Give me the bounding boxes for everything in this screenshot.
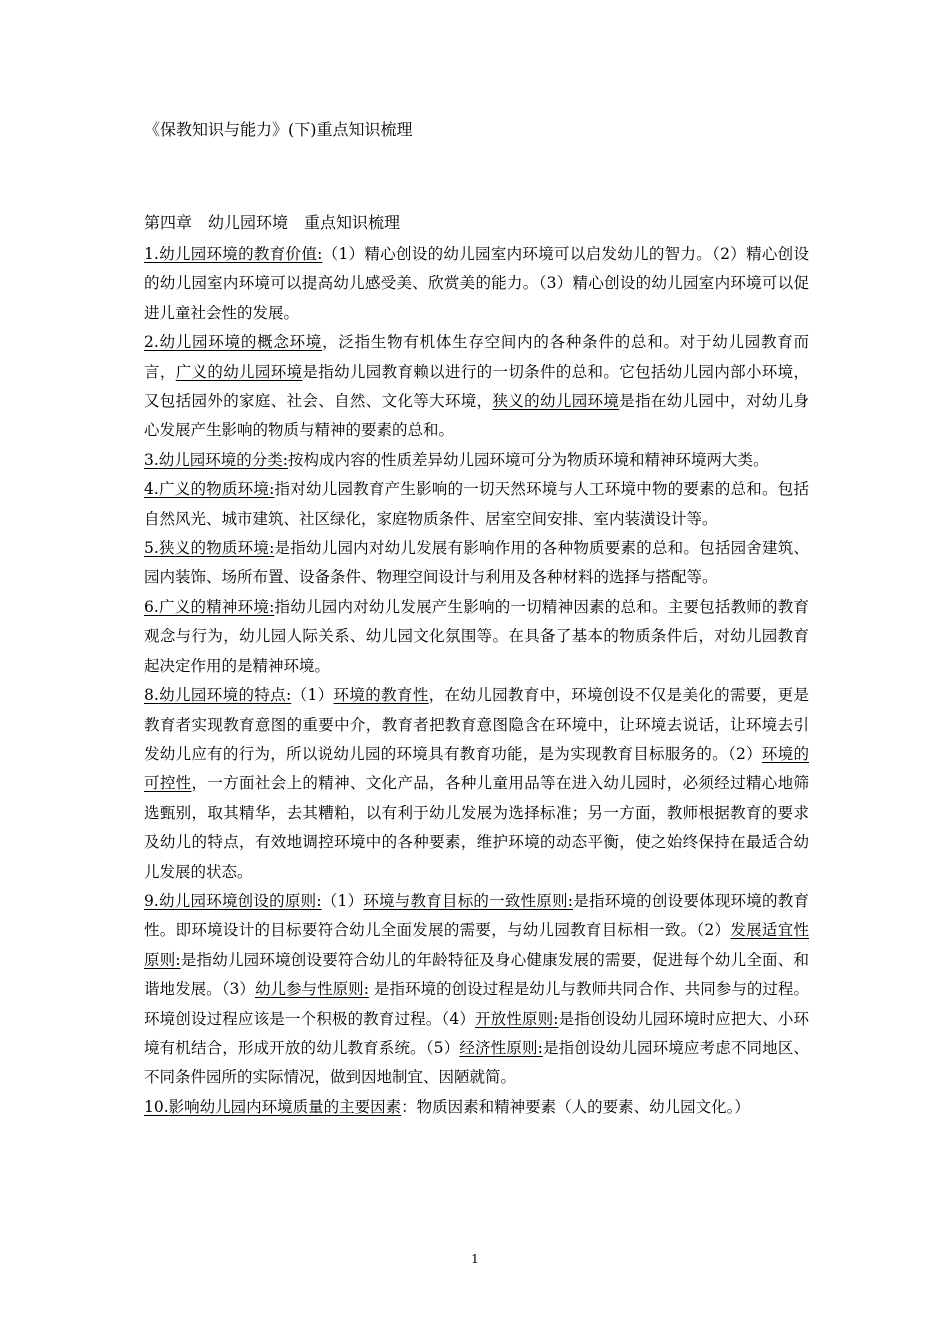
section-9-term: 9.幼儿园环境创设的原则:: [144, 891, 322, 910]
controllable-feature-term: 环境的可控性: [144, 744, 809, 793]
broad-environment-term: 广义的幼儿园环境: [175, 362, 303, 381]
document-title: 《保教知识与能力》(下)重点知识梳理: [144, 120, 413, 139]
section-3-term: 3.幼儿园环境的分类:: [144, 450, 289, 469]
section-6-term: 6.广义的精神环境:: [144, 597, 275, 616]
section-6: [144, 593, 809, 681]
section-3-text: 按构成内容的性质差异幼儿园环境可分为物质环境和精神环境两大类。: [288, 450, 769, 469]
section-3: [144, 446, 809, 475]
section-8: 8.幼儿园环境的特点:（1）环境的教育性，在幼儿园教育中，环境创设不仅是美化的需要，更是教育者实现教育意图的重要中介，教育者把教育意图隐含在环境中，让环境去说话，让环境去引发幼儿应有的行为，所以说幼儿园的环境具有教育功能，是为实现教育目标服务的。（2）环境的可控性，一方面社会上的精神、文化产品，各种儿童用品等在进入幼儿园时，必须经过精心地筛选甄别，取其精华，去其糟粕，以有利于幼儿发展为选择标准；另一方面，教师根据教育的要求及幼儿的特点，有效地调控环境中的各种要素，维护环境的动态平衡，使之始终保持在最适合幼儿发展的状态。: [144, 686, 809, 881]
section-1-term: 1.幼儿园环境的教育价值:: [144, 245, 323, 263]
principle-economy: 经济性原则:: [459, 1038, 543, 1057]
section-5: [144, 534, 809, 593]
principle-consistency: 环境与教育目标的一致性原则:: [363, 891, 574, 910]
principle-openness: 开放性原则:: [475, 1009, 559, 1028]
section-4: [144, 475, 809, 534]
section-10: [144, 1093, 809, 1122]
principle-participation: 幼儿参与性原则:: [254, 980, 369, 999]
document-body: [144, 240, 809, 1122]
narrow-environment-term: 狭义的幼儿园环境: [492, 392, 620, 411]
section-1-text: （1）精心创设的幼儿园室内环境可以启发幼儿的智力。（2）精心创设的幼儿园室内环境可以提高幼儿感受美、欣赏美的能力。（3）精心创设的幼儿园室内环境可以促进儿童社会性的发展。: [144, 245, 809, 322]
section-1: [144, 240, 809, 328]
principle-appropriateness: 发展适宜性原则:: [144, 921, 809, 969]
section-10-term: 10.影响幼儿园内环境质量的主要因素: [144, 1097, 402, 1116]
section-2: 2.幼儿园环境的概念环境，泛指生物有机体生存空间内的各种条件的总和。对于幼儿园教育而言，广义的幼儿园环境是指幼儿园教育赖以进行的一切条件的总和。它包括幼儿园内部小环境，又包括园外的家庭、社会、自然、文化等大环境，狭义的幼儿园环境是指在幼儿园中，对幼儿身心发展产生影响的物质与精神的要素的总和。: [144, 333, 809, 440]
chapter-heading: 第四章 幼儿园环境 重点知识梳理: [144, 213, 401, 232]
educational-feature-term: 环境的教育性: [333, 686, 429, 705]
section-8-term: 8.幼儿园环境的特点:: [144, 686, 292, 705]
section-10-text: ：物质因素和精神要素（人的要素、幼儿园文化。）: [401, 1097, 750, 1116]
section-4-text: 指对幼儿园教育产生影响的一切天然环境与人工环境中物的要素的总和。包括自然风光、城市建筑、社区绿化，家庭物质条件、居室空间安排、室内装潢设计等。: [144, 480, 809, 528]
section-9: 9.幼儿园环境创设的原则:（1）环境与教育目标的一致性原则:是指环境的创设要体现环境的教育性。即环境设计的目标要符合幼儿全面发展的需要，与幼儿园教育目标相一致。（2）发展适宜性原则:是指幼儿园环境创设要符合幼儿的年龄特征及身心健康发展的需要，促进每个幼儿全面、和谐地发展。（3）幼儿参与性原则: 是指环境的创设过程是幼儿与教师共同合作、共同参与的过程。环境创设过程应该是一个积极的教育过程。（4）开放性原则:是指创设幼儿园环境时应把大、小环境有机结合，形成开放的幼儿教育系统。（5）经济性原则:是指创设幼儿园环境应考虑不同地区、不同条件园所的实际情况，做到因地制宜、因陋就简。: [144, 891, 809, 1087]
section-5-term: 5.狭义的物质环境:: [144, 539, 275, 558]
section-5-text: 是指幼儿园内对幼儿发展有影响作用的各种物质要素的总和。包括园舍建筑、园内装饰、场所布置、设备条件、物理空间设计与利用及各种材料的选择与搭配等。: [144, 539, 809, 587]
section-2-term: 2.幼儿园环境的概念环境: [144, 333, 323, 352]
section-4-term: 4.广义的物质环境:: [144, 480, 275, 499]
section-6-text: 指幼儿园内对幼儿发展产生影响的一切精神因素的总和。主要包括教师的教育观念与行为，幼儿园人际关系、幼儿园文化氛围等。在具备了基本的物质条件后，对幼儿园教育起决定作用的是精神环境。: [144, 597, 809, 675]
page-number: 1: [471, 1252, 479, 1266]
